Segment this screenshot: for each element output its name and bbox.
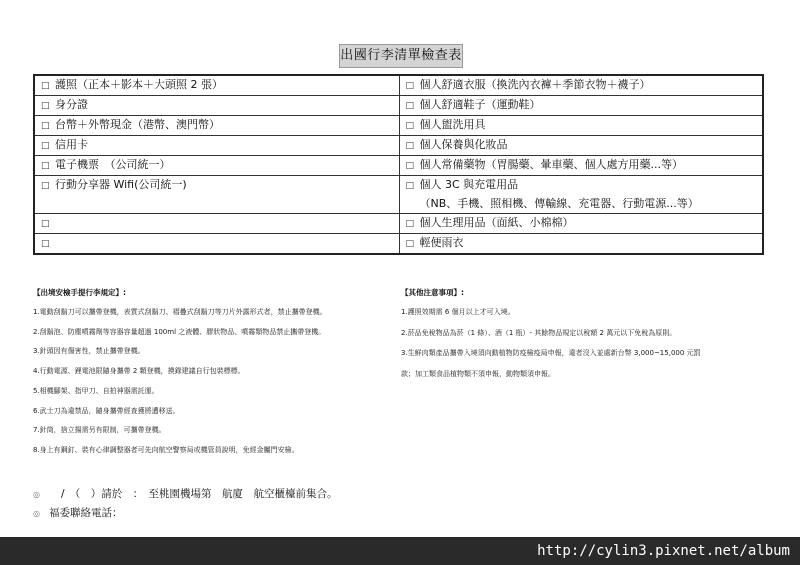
checklist-cell-left bbox=[34, 156, 399, 176]
checklist-cell-right bbox=[399, 136, 763, 156]
checklist-item-label: 身分證 bbox=[55, 98, 88, 111]
checklist-cell-left bbox=[34, 136, 399, 156]
notes-right-heading: 【其他注意事項】: bbox=[401, 288, 464, 297]
checklist-row bbox=[34, 234, 763, 255]
checklist-cell-right bbox=[399, 234, 763, 255]
checkbox-icon[interactable]: □ bbox=[41, 81, 50, 91]
note-item: 8.身上有鋼釘、裝有心律調整器者可先向航空警察局或機管員說明，免經金屬門安檢。 bbox=[33, 445, 299, 454]
checklist-item-detail: （NB、手機、照相機、傳輸線、充電器、行動電源...等） bbox=[419, 197, 699, 210]
page-title: 出國行李清單檢查表 bbox=[339, 44, 463, 68]
checkbox-icon[interactable]: □ bbox=[41, 101, 50, 111]
checklist-cell-right bbox=[399, 96, 763, 116]
checkbox-icon[interactable]: □ bbox=[405, 141, 415, 151]
checklist-row bbox=[34, 96, 763, 116]
checklist-cell-left bbox=[34, 214, 399, 234]
checkbox-icon[interactable]: □ bbox=[405, 161, 415, 171]
checklist-body bbox=[34, 75, 763, 254]
checklist-item-label: 行動分享器 Wifi(公司統一) bbox=[55, 178, 187, 191]
checklist-cell-left bbox=[34, 75, 399, 96]
checklist-cell-left bbox=[34, 234, 399, 255]
checklist-row bbox=[34, 176, 763, 214]
checklist-cell-left bbox=[34, 116, 399, 136]
checklist-item-label: 個人舒適衣服（換洗內衣褲＋季節衣物＋襪子） bbox=[419, 78, 651, 91]
checkbox-icon[interactable]: □ bbox=[405, 219, 415, 229]
checklist-item-label: 電子機票 （公司統一） bbox=[55, 158, 171, 171]
checklist-cell-left bbox=[34, 176, 399, 214]
checklist-item-label: 個人生理用品（面紙、小棉棉） bbox=[419, 216, 574, 229]
checklist-item-label: 個人保養與化妝品 bbox=[419, 138, 508, 151]
checklist-item-label: 個人舒適鞋子（運動鞋） bbox=[419, 98, 541, 111]
checklist-item-label: 個人 3C 與充電用品 bbox=[419, 178, 519, 191]
notes-left-heading: 【出境安檢手提行李規定】: bbox=[33, 288, 126, 297]
note-item: 5.相機腳架、指甲刀、自拍神器需託運。 bbox=[33, 386, 159, 395]
watermark-url: http://cylin3.pixnet.net/album bbox=[537, 543, 790, 559]
checklist-item-label: 個人盥洗用具 bbox=[419, 118, 486, 131]
checklist-item-label: 信用卡 bbox=[55, 138, 88, 151]
bullet-icon: ◎ bbox=[33, 490, 40, 499]
checklist-cell-right bbox=[399, 176, 763, 214]
bullet-icon: ◎ bbox=[33, 509, 40, 518]
checkbox-icon[interactable]: □ bbox=[41, 141, 50, 151]
note-item: 1.護照效期需 6 個月以上才可入境。 bbox=[401, 308, 515, 316]
checkbox-icon[interactable]: □ bbox=[405, 81, 415, 91]
checklist-row bbox=[34, 116, 763, 136]
checklist-cell-right bbox=[399, 75, 763, 96]
checkbox-icon[interactable]: □ bbox=[41, 161, 50, 171]
checklist-item-label: 台幣＋外幣現金（港幣、澳門幣） bbox=[55, 118, 220, 131]
checklist-cell-left bbox=[34, 96, 399, 116]
note-item: 3.生鮮肉類產品攜帶入境須向動植物防疫檢疫局申報，違者沒入並處新台幣 3,000~15,000 元罰 bbox=[401, 349, 701, 357]
note-item: 2.菸品免稅物品為菸（1 條）、酒（1 瓶）- 其餘物品規定以稅額 2 萬元以下免稅為原則。 bbox=[401, 328, 677, 337]
checkbox-icon[interactable]: □ bbox=[41, 239, 50, 249]
note-item: 6.武士刀為違禁品，隨身攜帶經查獲將遭移送。 bbox=[33, 406, 180, 415]
checklist-row bbox=[34, 136, 763, 156]
checklist-item-label: 護照（正本＋影本＋大頭照 2 張） bbox=[55, 78, 223, 91]
contact-line bbox=[33, 506, 123, 521]
checklist-item-label: 輕便雨衣 bbox=[419, 236, 464, 249]
meeting-line bbox=[33, 487, 338, 502]
checklist-cell-right bbox=[399, 116, 763, 136]
checklist-table bbox=[33, 74, 764, 255]
checklist-row bbox=[34, 214, 763, 234]
checkbox-icon[interactable]: □ bbox=[405, 239, 415, 249]
note-item: 3.針頭因有傷害性，禁止攜帶登機。 bbox=[33, 347, 145, 356]
note-item: 款；加工類食品植物類不須申報，動物類須申報。 bbox=[401, 369, 555, 378]
checkbox-icon[interactable]: □ bbox=[41, 121, 50, 131]
checkbox-icon[interactable]: □ bbox=[405, 181, 415, 191]
meeting-text: / （ ）請於 ： 至桃園機場第 航廈 航空櫃檯前集合。 bbox=[61, 488, 338, 500]
note-item: 1.電動刮鬍刀可以攜帶登機，表質式刮鬍刀、褶疊式刮鬍刀等刀片外露形式者，禁止攜帶登機。 bbox=[33, 308, 327, 316]
checkbox-icon[interactable]: □ bbox=[41, 219, 50, 229]
checklist-row bbox=[34, 75, 763, 96]
checklist-cell-right bbox=[399, 214, 763, 234]
checkbox-icon[interactable]: □ bbox=[41, 181, 50, 191]
note-item: 4.行動電源、鋰電池限隨身攜帶 2 顆登機，摸錄建議自行包裝標標。 bbox=[33, 367, 245, 376]
checklist-cell-right bbox=[399, 156, 763, 176]
checklist-row bbox=[34, 156, 763, 176]
note-item: 2.刮鬍泡、防塵噴霧劑等容器容量超過 100ml 之液體、膠狀物品、噴霧類物品禁止攜帶登機。 bbox=[33, 327, 326, 336]
note-item: 7.針筒，捨立揚需另有限制，可攜帶登機。 bbox=[33, 426, 166, 435]
checkbox-icon[interactable]: □ bbox=[405, 121, 415, 131]
contact-text: 福委聯絡電話： bbox=[49, 507, 123, 519]
checkbox-icon[interactable]: □ bbox=[405, 101, 415, 111]
checklist-item-label: 個人常備藥物（胃腸藥、暈車藥、個人處方用藥...等） bbox=[419, 158, 683, 171]
